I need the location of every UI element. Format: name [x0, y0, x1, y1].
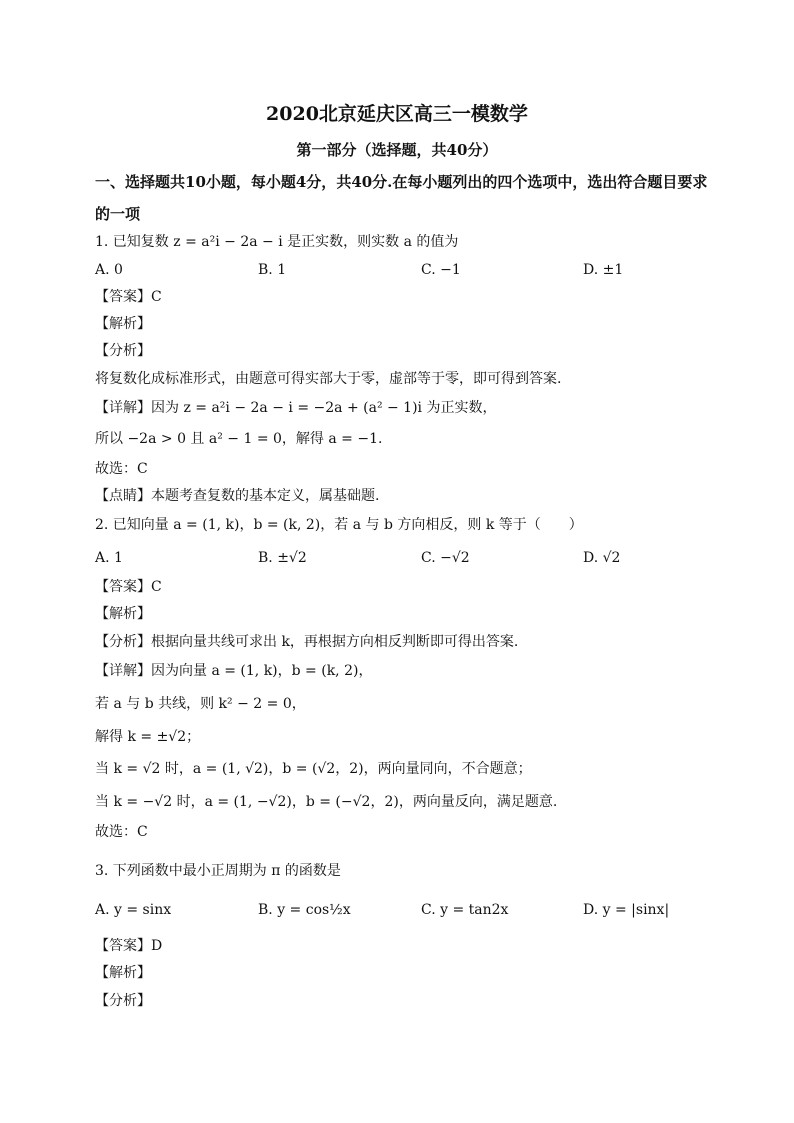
q2-option-d: D. √2: [583, 550, 621, 566]
q3-option-a: A. y = sinx: [95, 902, 172, 918]
q2-detail-5: 当 k = −√2 时，a = (1, −√2)，b = (−√2，2)，两向量反向，满足题意.: [95, 794, 558, 810]
q1-detail-2: 所以 −2a > 0 且 a² − 1 = 0，解得 a = −1.: [95, 431, 383, 447]
q3-option-d: D. y = |sinx|: [583, 902, 670, 918]
q3-jiexi: 【解析】: [95, 965, 151, 981]
q2-option-b: B. ±√2: [258, 550, 307, 566]
q2-jiexi: 【解析】: [95, 606, 151, 622]
q1-option-d: D. ±1: [583, 262, 624, 278]
q1-fenxi-text: 将复数化成标准形式，由题意可得实部大于零，虚部等于零，即可得到答案.: [95, 371, 562, 387]
q1-option-a: A. 0: [95, 262, 123, 278]
q2-detail-4: 当 k = √2 时，a = (1, √2)，b = (√2，2)，两向量同向，不合题意；: [95, 761, 532, 777]
q2-fenxi: 【分析】根据向量共线可求出 k，再根据方向相反判断即可得出答案.: [95, 634, 519, 650]
q1-choose: 故选：C: [95, 461, 148, 477]
q2-stem: 2. 已知向量 a = (1, k)，b = (k, 2)，若 a 与 b 方向相反，则 k 等于（ ）: [95, 517, 583, 533]
q1-option-b: B. 1: [258, 262, 287, 278]
q1-fenxi: 【分析】: [95, 343, 151, 359]
page-title: 2020北京延庆区高三一模数学: [266, 103, 528, 125]
q2-choose: 故选：C: [95, 824, 148, 840]
section-heading: 一、选择题共10小题，每小题4分，共40分.在每小题列出的四个选项中，选出符合题目要求的一项: [95, 173, 708, 223]
q2-detail-1: 【详解】因为向量 a = (1, k)，b = (k, 2)，: [95, 663, 373, 679]
page-subtitle: 第一部分（选择题，共40分）: [296, 141, 498, 159]
q3-stem: 3. 下列函数中最小正周期为 π 的函数是: [95, 863, 341, 879]
q3-fenxi: 【分析】: [95, 993, 151, 1009]
q1-answer: 【答案】C: [95, 289, 162, 305]
q2-answer: 【答案】C: [95, 579, 162, 595]
q2-detail-2: 若 a 与 b 共线，则 k² − 2 = 0，: [95, 696, 306, 712]
q1-option-c: C. −1: [421, 262, 461, 278]
q3-answer: 【答案】D: [95, 938, 163, 954]
q1-stem: 1. 已知复数 z = a²i − 2a − i 是正实数，则实数 a 的值为: [95, 234, 459, 250]
q1-detail-1: 【详解】因为 z = a²i − 2a − i = −2a + (a² − 1)i 为正实数，: [95, 400, 497, 416]
q2-detail-3: 解得 k = ±√2；: [95, 729, 201, 745]
q3-option-c: C. y = tan2x: [421, 902, 509, 918]
q3-option-b: B. y = cos½x: [258, 902, 351, 918]
q1-jiexi: 【解析】: [95, 316, 151, 332]
q1-comment: 【点睛】本题考查复数的基本定义，属基础题.: [95, 488, 380, 504]
q2-option-a: A. 1: [95, 550, 123, 566]
q2-option-c: C. −√2: [421, 550, 470, 566]
